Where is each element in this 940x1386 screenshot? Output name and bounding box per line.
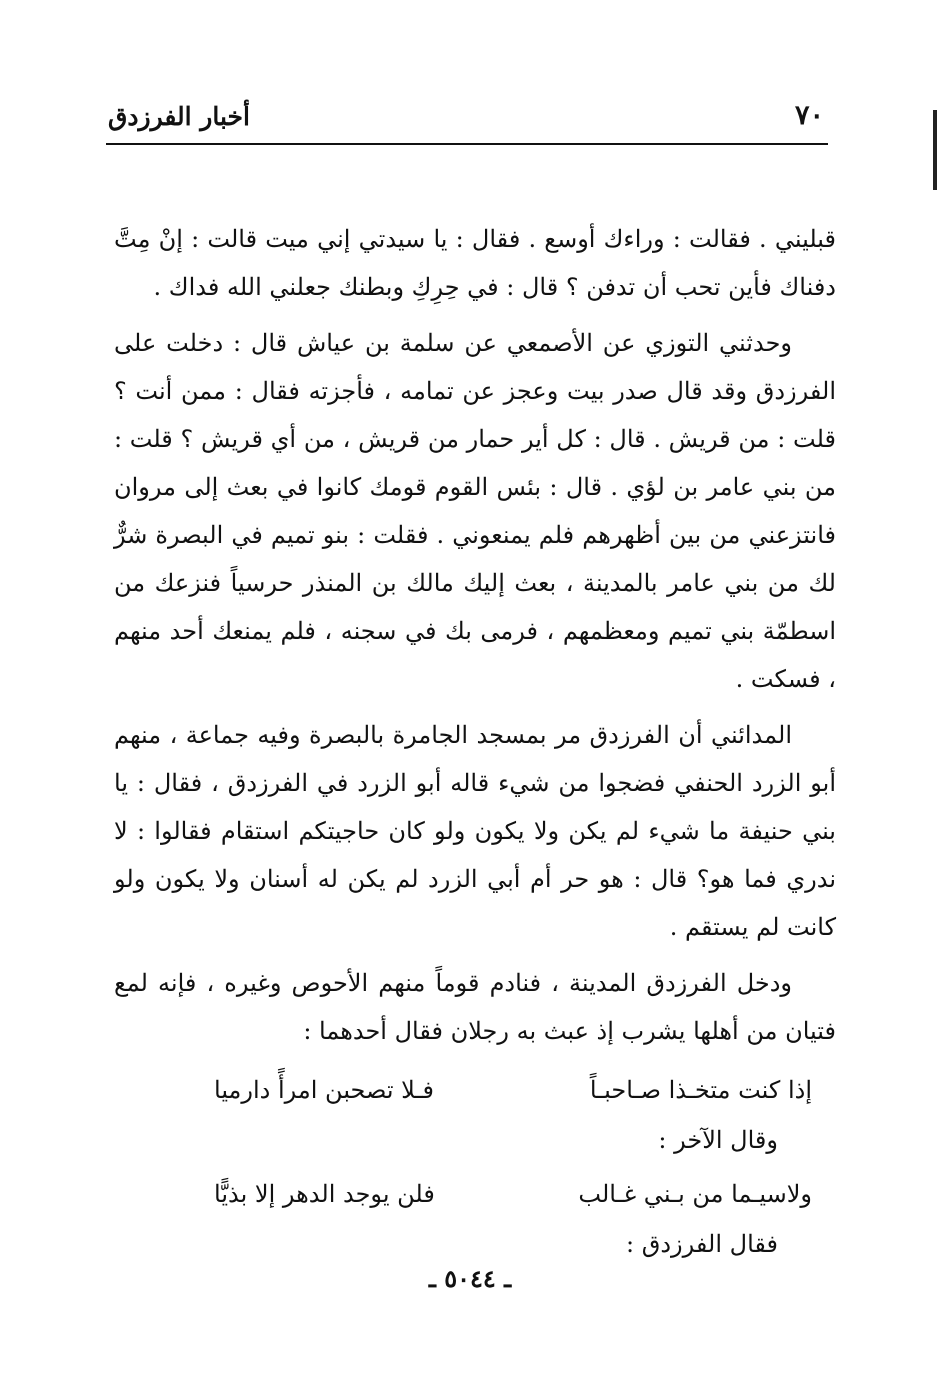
paragraph-madaini-report: المدائني أن الفرزدق مر بمسجد الجامرة بالبصرة وفيه جماعة ، منهم أبو الزرد الحنفي فضجوا من شيء قاله أبو الزرد في الفرزدق ، فقال : يا بني حنيفة ما شيء لم يكن ولا يكون ولو كان حاجيتكم استقام فقالوا : لا ندري فما هو؟ قال : هو حر أم أبي الزرد لم يكن له أسنان ولا يكون ولو كانت لم يستقم . [114, 721, 836, 941]
footer-page-number: ـ ٥٠٤٤ ـ [428, 1264, 512, 1293]
body-text [114, 215, 836, 1271]
running-title: أخبار الفرزدق [108, 102, 250, 131]
scan-edge-mark [933, 110, 937, 190]
verse-2-first-hemistich: ولاسيـما من بـني غـالب [578, 1180, 812, 1208]
page-header [106, 100, 828, 144]
header-rule [106, 143, 828, 145]
attribution-farazdaq: فقال الفرزدق : [626, 1230, 778, 1258]
paragraph-madina-report: ودخل الفرزدق المدينة ، فنادم قوماً منهم الأحوص وغيره ، فإنه لمع فتيان من أهلها يشرب إذ عبث به رجلان فقال أحدهما : [114, 969, 836, 1045]
paragraph-continuation: قبليني . فقالت : وراءك أوسع . فقال : يا سيدتي إني ميت قالت : إنْ مِتَّ دفناك فأين تحب أن تدفن ؟ قال : في حِرِكِ وبطنك جعلني الله فداك . [114, 225, 836, 301]
verse-2-second-hemistich: فلن يوجد الدهر إلا بذيًّا [214, 1180, 435, 1208]
verse-1-first-hemistich: إذا كنت متخـذا صـاحبـاً [589, 1076, 812, 1104]
verse-1-second-hemistich: فـلا تصحبن امرأً دارميا [214, 1076, 434, 1104]
header-page-number: ٧٠ [794, 100, 824, 131]
paragraph-tawzi-report: وحدثني التوزي عن الأصمعي عن سلمة بن عياش قال : دخلت على الفرزدق وقد قال صدر بيت وعجز عن تمامه ، فأجزته فقال : ممن أنت ؟ قلت : من قريش . قال : كل أير حمار من قريش ، من أي قريش ؟ قلت : من بني عامر بن لؤي . قال : بئس القوم قومك كانوا في بعث إلى مروان فانتزعني من بين أظهرهم فلم يمنعوني . فقلت : بنو تميم في البصرة شرٌّ لك من بني عامر بالمدينة ، بعث إليك مالك بن المنذر حرسياً فنزعك من اسطمّة بني تميم ومعظمهم ، فرمى بك في سجنه ، فلم يمنعك أحد منهم ، فسكت . [114, 329, 836, 693]
verse-line-2 [114, 1167, 836, 1221]
verse-line-1 [114, 1063, 836, 1117]
attribution-other: وقال الآخر : [658, 1126, 778, 1154]
